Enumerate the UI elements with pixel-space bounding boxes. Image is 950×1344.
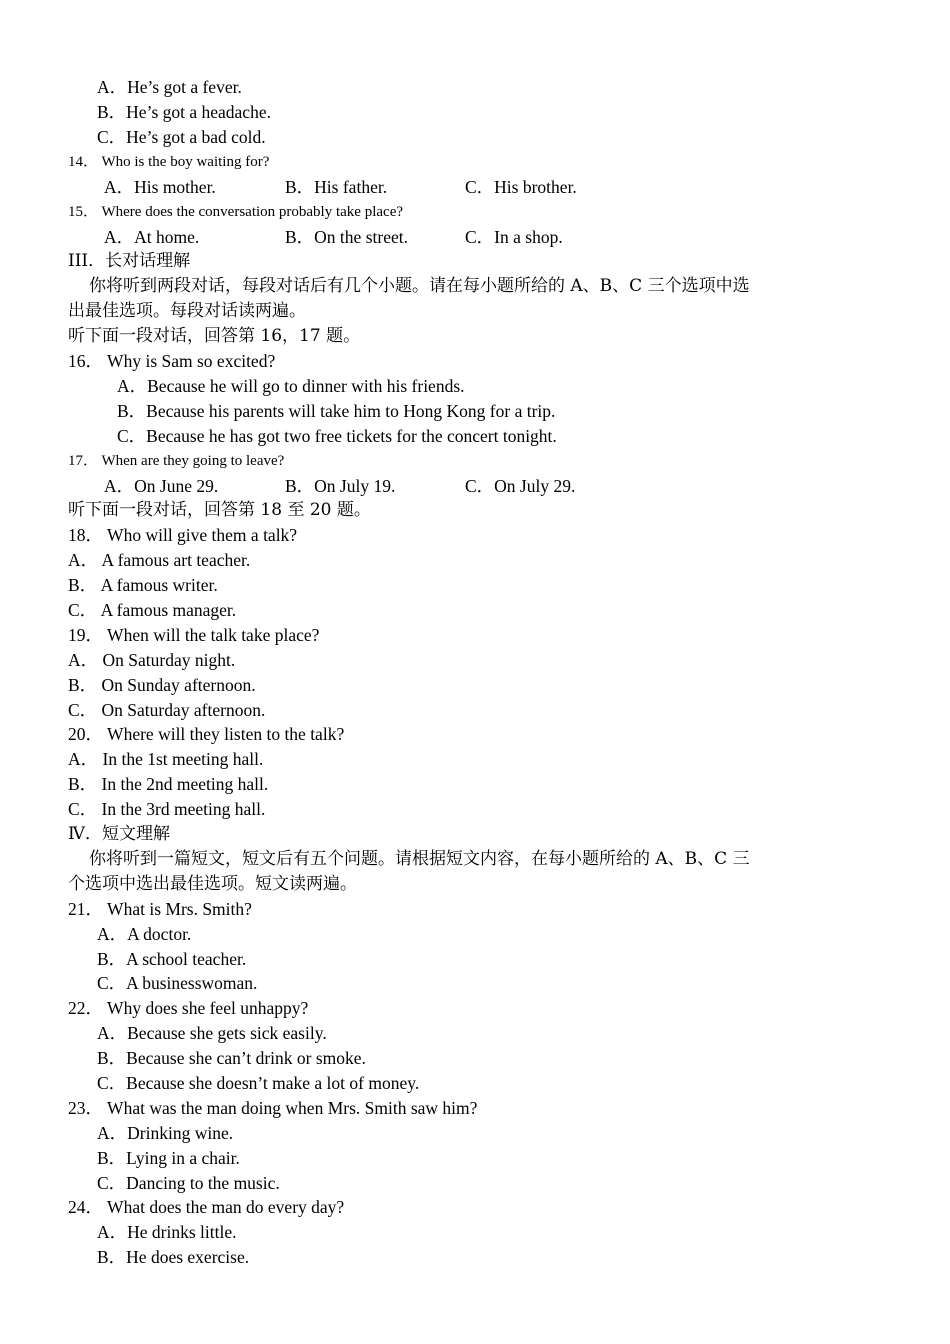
section3-instruction-2: 出最佳选项。每段对话读两遍。 xyxy=(68,301,306,321)
q20-question: 20． Where will they listen to the talk? xyxy=(68,724,345,744)
q22-question: 22． Why does she feel unhappy? xyxy=(68,998,309,1018)
q18-option-a: A． A famous art teacher. xyxy=(68,550,251,570)
section3-title: III．长对话理解 xyxy=(68,251,191,271)
q17-option-a: A．On June 29. xyxy=(104,476,219,496)
q18-option-b: B． A famous writer. xyxy=(68,575,218,595)
section3-part2-intro: 听下面一段对话，回答第 18 至 20 题。 xyxy=(68,500,371,520)
q14-option-a: A．His mother. xyxy=(104,177,216,197)
q21-option-a: A．A doctor. xyxy=(97,924,192,944)
q23-option-a: A．Drinking wine. xyxy=(97,1123,234,1143)
q21-option-b: B．A school teacher. xyxy=(97,949,247,969)
q19-option-c: C． On Saturday afternoon. xyxy=(68,700,266,720)
q19-question: 19． When will the talk take place? xyxy=(68,625,320,645)
q22-option-b: B．Because she can’t drink or smoke. xyxy=(97,1048,366,1068)
q24-option-b: B．He does exercise. xyxy=(97,1247,250,1267)
q14-option-b: B．His father. xyxy=(285,177,388,197)
q13-option-b: B．He’s got a headache. xyxy=(97,102,271,122)
q16-option-a: A．Because he will go to dinner with his friends. xyxy=(117,376,465,396)
q20-option-c: C． In the 3rd meeting hall. xyxy=(68,799,266,819)
q16-option-c: C．Because he has got two free tickets for the concert tonight. xyxy=(117,426,557,446)
q17-question: 17． When are they going to leave? xyxy=(68,453,285,469)
q17-option-c: C．On July 29. xyxy=(465,476,576,496)
q22-option-a: A．Because she gets sick easily. xyxy=(97,1023,327,1043)
q18-option-c: C． A famous manager. xyxy=(68,600,237,620)
q15-option-c: C．In a shop. xyxy=(465,227,563,247)
q22-option-c: C．Because she doesn’t make a lot of money. xyxy=(97,1073,420,1093)
q20-option-b: B． In the 2nd meeting hall. xyxy=(68,774,269,794)
q23-option-b: B．Lying in a chair. xyxy=(97,1148,240,1168)
section4-title: Ⅳ．短文理解 xyxy=(68,824,170,844)
q16-option-b: B．Because his parents will take him to Hong Kong for a trip. xyxy=(117,401,556,421)
q18-question: 18． Who will give them a talk? xyxy=(68,525,298,545)
q17-option-b: B．On July 19. xyxy=(285,476,396,496)
q20-option-a: A． In the 1st meeting hall. xyxy=(68,749,264,769)
q24-option-a: A．He drinks little. xyxy=(97,1222,237,1242)
section4-instruction-1: 你将听到一篇短文，短文后有五个问题。请根据短文内容，在每小题所给的 A、B、C 三 xyxy=(89,849,750,869)
section3-instruction-1: 你将听到两段对话，每段对话后有几个小题。请在每小题所给的 A、B、C 三个选项中选 xyxy=(89,276,750,296)
q15-option-a: A．At home. xyxy=(104,227,200,247)
q23-option-c: C．Dancing to the music. xyxy=(97,1173,280,1193)
q14-question: 14． Who is the boy waiting for? xyxy=(68,154,270,170)
q16-question: 16． Why is Sam so excited? xyxy=(68,351,276,371)
q13-option-a: A．He’s got a fever. xyxy=(97,77,242,97)
q15-option-b: B．On the street. xyxy=(285,227,408,247)
q21-option-c: C．A businesswoman. xyxy=(97,973,258,993)
q13-option-c: C．He’s got a bad cold. xyxy=(97,127,266,147)
q21-question: 21． What is Mrs. Smith? xyxy=(68,899,252,919)
q14-option-c: C．His brother. xyxy=(465,177,577,197)
q24-question: 24． What does the man do every day? xyxy=(68,1197,345,1217)
q19-option-b: B． On Sunday afternoon. xyxy=(68,675,256,695)
q23-question: 23． What was the man doing when Mrs. Smith saw him? xyxy=(68,1098,478,1118)
section4-instruction-2: 个选项中选出最佳选项。短文读两遍。 xyxy=(68,874,357,894)
q19-option-a: A． On Saturday night. xyxy=(68,650,236,670)
section3-part1-intro: 听下面一段对话，回答第 16，17 题。 xyxy=(68,326,361,346)
q15-question: 15． Where does the conversation probably take place? xyxy=(68,204,404,220)
